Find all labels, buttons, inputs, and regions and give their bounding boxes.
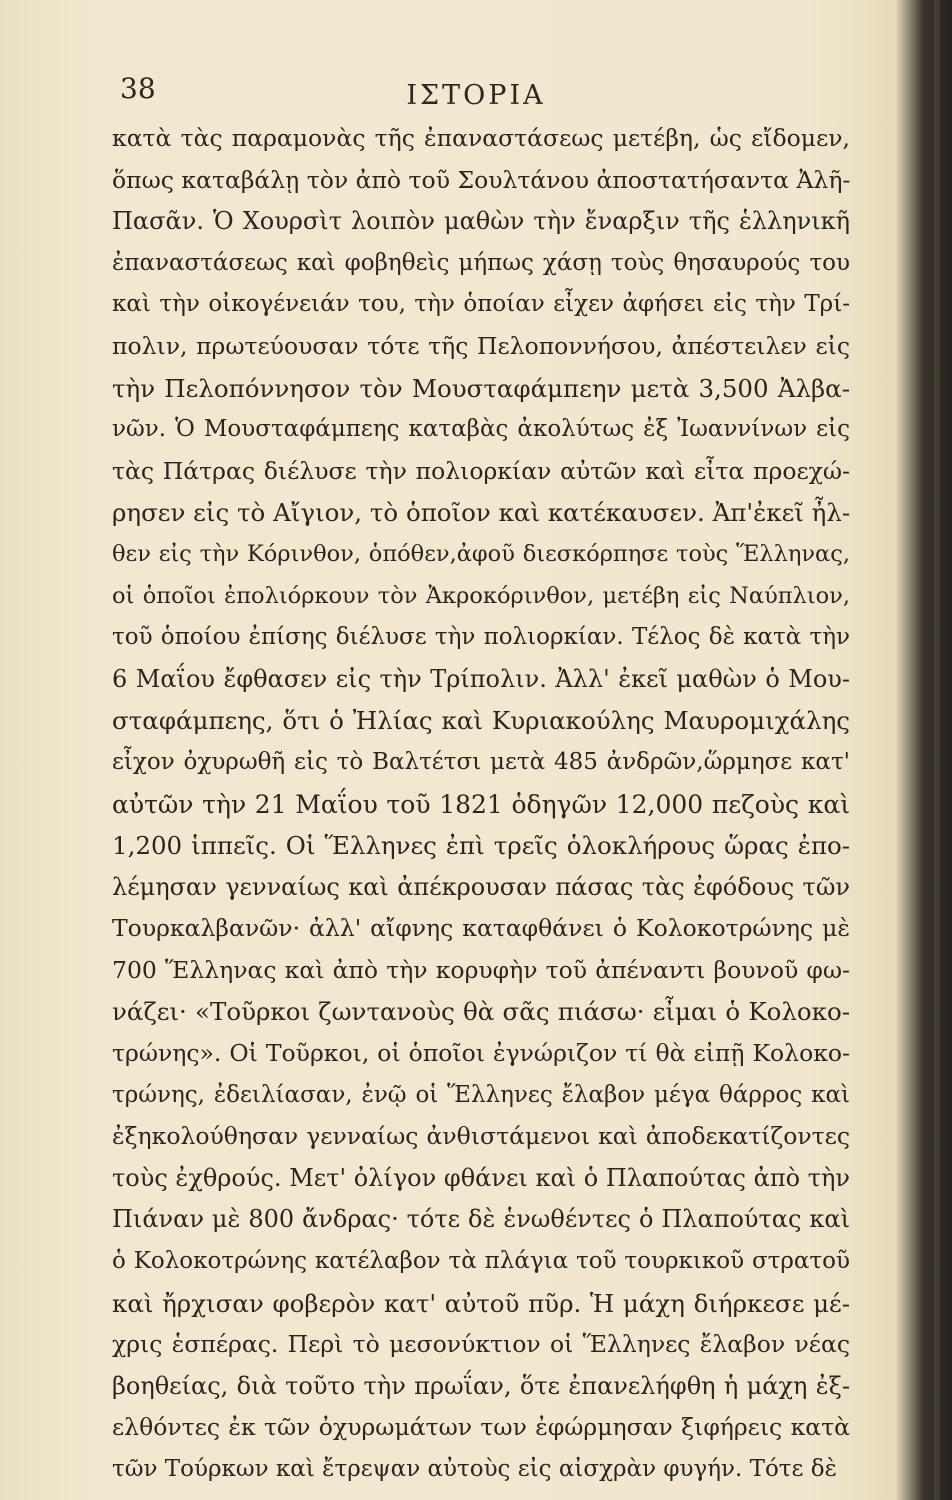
text-line: τῶν Τούρκων καὶ ἔτρεψαν αὐτοὺς εἰς αἰσχρὰν φυγήν. Τότε δὲ (112, 1456, 837, 1482)
page-edge-shadow (934, 0, 940, 1500)
text-line: τὰς Πάτρας διέλυσε τὴν πολιορκίαν αὐτῶν καὶ εἶτα προεχώ- (112, 456, 850, 485)
text-line: νῶν. Ὁ Μουσταφάμπεης καταβὰς ἀκολύτως ἐξ Ἰωαννίνων εἰς (112, 416, 850, 443)
text-line: λέμησαν γενναίως καὶ ἀπέκρουσαν πάσας τὰς ἐφόδους τῶν (112, 872, 850, 901)
text-line: ἐξηκολούθησαν γενναίως ἀνθιστάμενοι καὶ ἀποδεκατίζοντες (112, 1122, 850, 1151)
text-line: ελθόντες ἐκ τῶν ὀχυρωμάτων των ἐφώρμησαν ξιφήρεις κατὰ (112, 1413, 850, 1442)
text-line: πολιν, πρωτεύουσαν τότε τῆς Πελοποννήσου, ἀπέστειλεν εἰς (112, 331, 850, 360)
text-line: κατὰ τὰς παραμονὰς τῆς ἐπαναστάσεως μετέβη, ὡς εἴδομεν, (112, 124, 850, 152)
text-line: τοῦ ὁποίου ἐπίσης διέλυσε τὴν πολιορκίαν. Τέλος δὲ κατὰ τὴν (112, 624, 850, 651)
text-line: Πασᾶν. Ὁ Χουρσὶτ λοιπὸν μαθὼν τὴν ἔναρξιν τῆς ἑλληνικῆ (112, 207, 850, 236)
text-line: 1,200 ἱππεῖς. Οἱ Ἕλληνες ἐπὶ τρεῖς ὁλοκλήρους ὥρας ἐπο- (112, 831, 850, 861)
text-line: ὁ Κολοκοτρώνης κατέλαβον τὰ πλάγια τοῦ τουρκικοῦ στρατοῦ (112, 1248, 850, 1275)
text-line: τρώνης, ἐδειλίασαν, ἐνῷ οἱ Ἕλληνες ἔλαβον μέγα θάρρος καὶ (112, 1081, 850, 1108)
text-line: τὴν Πελοπόννησον τὸν Μουσταφάμπεην μετὰ 3,500 Ἀλβα- (112, 373, 850, 403)
text-line: οἱ ὁποῖοι ἐπολιόρκουν τὸν Ἀκροκόρινθον, μετέβη εἰς Ναύπλιον, (112, 582, 850, 609)
text-line: τρώνης». Οἱ Τοῦρκοι, οἱ ὁποῖοι ἐγνώριζον τί θὰ εἰπῇ Κολοκο- (112, 1039, 850, 1068)
running-title: ΙΣΤΟΡΙΑ (406, 80, 546, 111)
text-line: ρησεν εἰς τὸ Αἴγιον, τὸ ὁποῖον καὶ κατέκαυσεν. Ἀπ'ἐκεῖ ἦλ- (112, 498, 851, 528)
body-text (112, 118, 850, 1491)
text-line: βοηθείας, διὰ τοῦτο τὴν πρωΐαν, ὅτε ἐπανελήφθη ἡ μάχη ἐξ- (112, 1371, 850, 1400)
text-line: 700 Ἕλληνας καὶ ἀπὸ τὴν κορυφὴν τοῦ ἀπέναντι βουνοῦ φω- (112, 955, 850, 984)
text-line: θεν εἰς τὴν Κόρινθον, ὁπόθεν,ἀφοῦ διεσκόρπησε τοὺς Ἕλληνας, (112, 540, 850, 567)
text-line: Πιάναν μὲ 800 ἄνδρας· τότε δὲ ἑνωθέντες ὁ Πλαπούτας καὶ (112, 1205, 850, 1234)
text-line: αὐτῶν τὴν 21 Μαΐου τοῦ 1821 ὁδηγῶν 12,000 πεζοὺς καὶ (112, 789, 850, 819)
text-line: χρις ἑσπέρας. Περὶ τὸ μεσονύκτιον οἱ Ἕλληνες ἔλαβον νέας (112, 1330, 850, 1359)
text-line: νάζει· «Τοῦρκοι ζωντανοὺς θὰ σᾶς πιάσω· εἶμαι ὁ Κολοκο- (112, 997, 850, 1027)
text-line: καὶ ἤρχισαν φοβερὸν κατ' αὐτοῦ πῦρ. Ἡ μάχη διήρκεσε μέ- (112, 1288, 850, 1318)
text-line: σταφάμπεης, ὅτι ὁ Ἠλίας καὶ Κυριακούλης Μαυρομιχάλης (112, 706, 850, 736)
text-line: ὅπως καταβάλῃ τὸν ἀπὸ τοῦ Σουλτάνου ἀποστατήσαντα Ἀλῆ- (112, 165, 851, 194)
text-line: Τουρκαλβανῶν· ἀλλ' αἴφνης καταφθάνει ὁ Κολοκοτρώνης μὲ (112, 914, 850, 943)
text-line: καὶ τὴν οἰκογένειάν του, τὴν ὁποίαν εἶχεν ἀφήσει εἰς τὴν Τρί- (112, 291, 850, 318)
text-line: τοὺς ἐχθρούς. Μετ' ὀλίγον φθάνει καὶ ὁ Πλαπούτας ἀπὸ τὴν (112, 1163, 850, 1192)
text-line: 6 Μαΐου ἔφθασεν εἰς τὴν Τρίπολιν. Ἀλλ' ἐκεῖ μαθὼν ὁ Μου- (112, 664, 850, 693)
text-line: εἶχον ὀχυρωθῆ εἰς τὸ Βαλτέτσι μετὰ 485 ἀνδρῶν,ὥρμησε κατ' (112, 748, 850, 775)
page-number: 38 (120, 72, 156, 105)
text-line: ἐπαναστάσεως καὶ φοβηθεὶς μήπως χάσῃ τοὺς θησαυρούς του (112, 249, 850, 276)
